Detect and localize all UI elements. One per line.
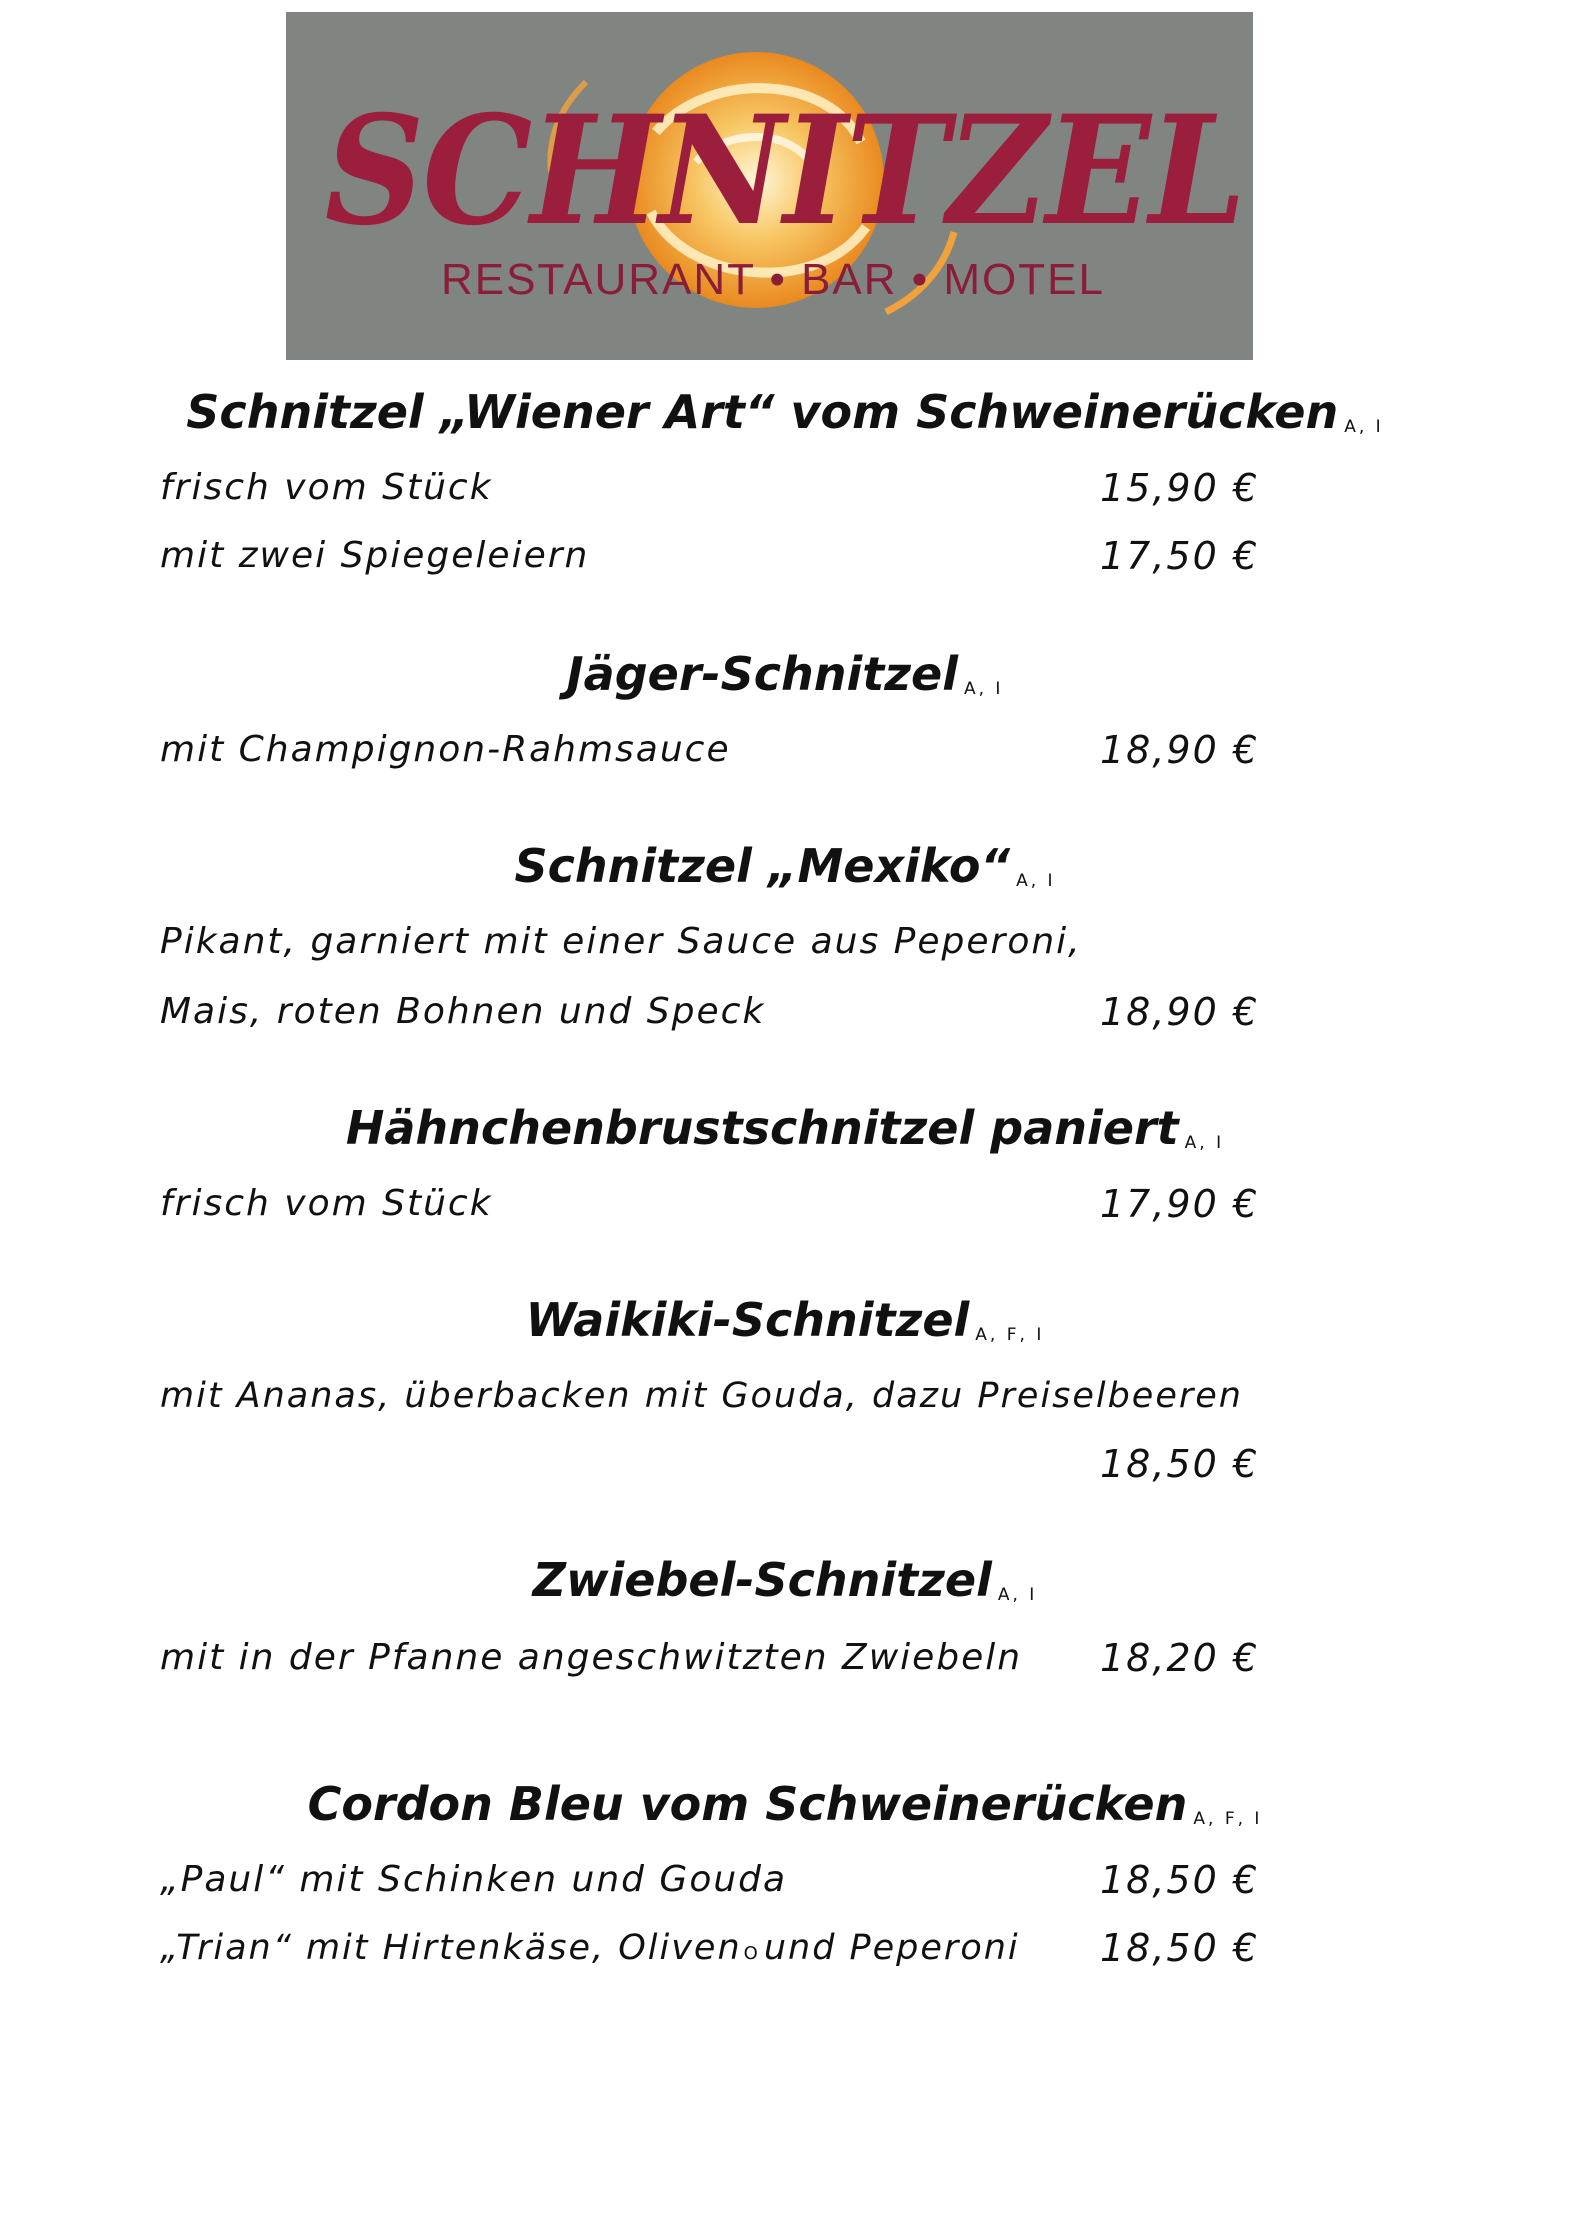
item-price: 18,50 €: [1100, 1442, 1260, 1486]
item-price: 18,90 €: [1100, 728, 1260, 772]
allergen-codes: A, I: [1344, 417, 1384, 437]
section-title-cordon-bleu: Cordon Bleu vom Schweinerücken A, F, I: [307, 1777, 1263, 1831]
item-price: 17,90 €: [1100, 1182, 1260, 1226]
item-description: mit Ananas, überbacken mit Gouda, dazu Preiselbeeren: [160, 1376, 1243, 1416]
item-description: frisch vom Stück: [160, 1183, 493, 1224]
item-price: 15,90 €: [1100, 466, 1260, 510]
allergen-codes: A, F, I: [1193, 1809, 1263, 1829]
allergen-codes: A, I: [1016, 871, 1056, 891]
item-description: frisch vom Stück: [160, 467, 493, 508]
allergen-codes: A, I: [964, 679, 1004, 699]
item-description: Mais, roten Bohnen und Speck: [160, 991, 766, 1032]
logo-subtitle: RESTAURANT • BAR • MOTEL: [441, 255, 1105, 304]
restaurant-logo: [286, 12, 1253, 360]
item-price: 18,20 €: [1100, 1636, 1260, 1680]
item-price: 18,50 €: [1100, 1926, 1260, 1970]
section-title-haehnchen: Hähnchenbrustschnitzel paniert A, I: [345, 1101, 1225, 1155]
item-description: mit zwei Spiegeleiern: [160, 535, 590, 576]
allergen-codes: A, F, I: [975, 1325, 1045, 1345]
item-price: 18,90 €: [1100, 990, 1260, 1034]
item-price: 17,50 €: [1100, 534, 1260, 578]
section-title-waikiki: Waikiki-Schnitzel A, F, I: [525, 1293, 1045, 1347]
logo-brand-name: SCHNITZEL: [324, 83, 1245, 259]
item-description: „Paul“ mit Schinken und Gouda: [160, 1859, 788, 1900]
allergen-codes: A, I: [997, 1585, 1038, 1605]
olive-note: O: [743, 1943, 758, 1964]
section-title-wiener-art: Schnitzel „Wiener Art“ vom Schweinerücken A, I: [186, 385, 1384, 439]
section-title-jaeger: Jäger-Schnitzel A, I: [566, 647, 1004, 701]
item-price: 18,50 €: [1100, 1858, 1260, 1902]
item-description: „Trian“ mit Hirtenkäse, Oliven O und Peperoni: [160, 1928, 1020, 1968]
section-title-zwiebel: Zwiebel-Schnitzel A, I: [532, 1553, 1038, 1607]
item-description: Pikant, garniert mit einer Sauce aus Peperoni,: [160, 921, 1082, 962]
allergen-codes: A, I: [1184, 1133, 1225, 1153]
section-title-mexiko: Schnitzel „Mexiko“ A, I: [514, 839, 1056, 893]
item-description: mit Champignon-Rahmsauce: [160, 729, 731, 770]
item-description: mit in der Pfanne angeschwitzten Zwiebeln: [160, 1637, 1023, 1678]
